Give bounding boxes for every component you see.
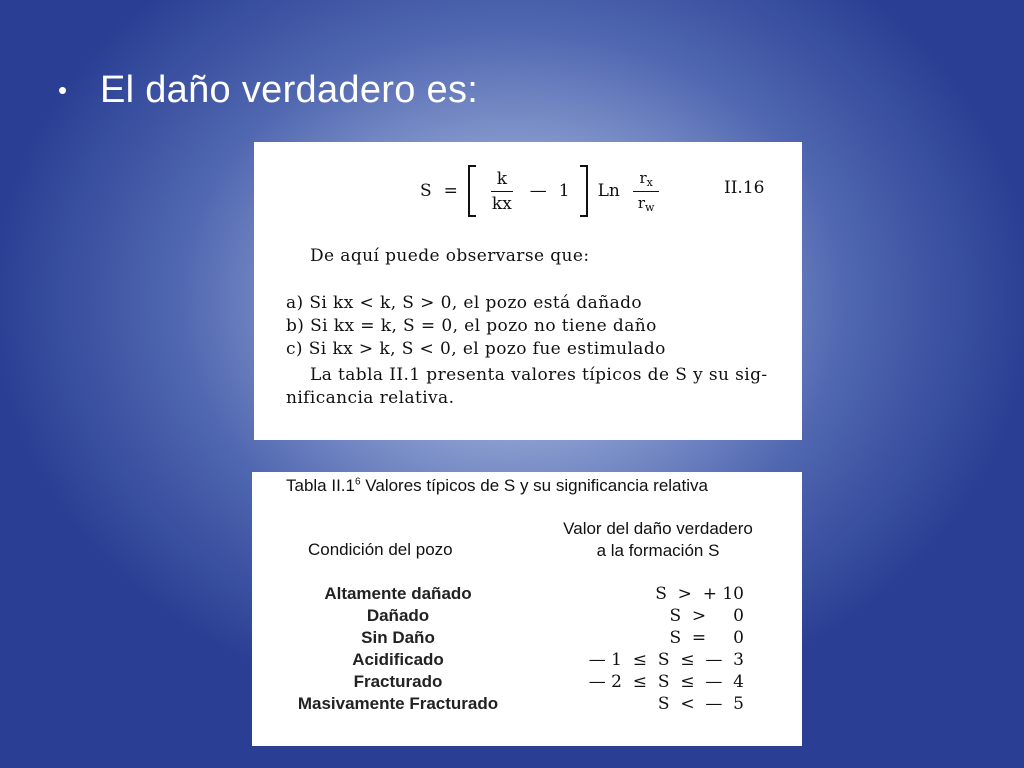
left-bracket xyxy=(468,165,476,217)
damage-values-table xyxy=(252,472,802,746)
row-value: — 1 ≤ S ≤ — 3 xyxy=(588,650,744,670)
row-condition: Acidificado xyxy=(352,650,444,669)
row-condition: Fracturado xyxy=(353,672,443,691)
table-row xyxy=(252,606,802,628)
fraction-denominator: kx xyxy=(491,193,512,214)
radius-denominator-base: r xyxy=(637,193,646,212)
formula-panel xyxy=(254,142,802,440)
damage-formula xyxy=(414,160,666,222)
table-caption xyxy=(286,476,708,496)
intro-text: De aquí puede observarse que: xyxy=(310,246,590,266)
conditions-list xyxy=(286,292,666,361)
radius-numerator xyxy=(633,169,658,192)
equation-number: II.16 xyxy=(724,178,765,198)
condition-c: c) Si kx > k, S < 0, el pozo fue estimulado xyxy=(286,339,666,359)
row-condition: Sin Daño xyxy=(361,628,435,647)
radius-denominator-sub: w xyxy=(645,200,655,214)
slide-title: El daño verdadero es: xyxy=(100,68,479,111)
header-condition: Condición del pozo xyxy=(308,540,453,559)
condition-b: b) Si kx = k, S = 0, el pozo no tiene daño xyxy=(286,316,657,336)
table-row xyxy=(252,584,802,606)
row-value: — 2 ≤ S ≤ — 4 xyxy=(588,672,744,692)
table-row xyxy=(252,672,802,694)
formula-equals: = xyxy=(443,181,458,201)
caption-prefix: Tabla II.1 xyxy=(286,476,355,495)
title-bullet-row xyxy=(58,66,478,114)
row-value: S < — 5 xyxy=(657,694,744,714)
table-row xyxy=(252,628,802,650)
condition-a: a) Si kx < k, S > 0, el pozo está dañado xyxy=(286,293,643,313)
header-value-line1: Valor del daño verdadero xyxy=(563,519,753,538)
formula-one: 1 xyxy=(558,181,570,201)
table-note-line1: La tabla II.1 presenta valores típicos de S y su sig- xyxy=(310,365,768,385)
row-value: S = 0 xyxy=(669,628,744,648)
row-condition: Masivamente Fracturado xyxy=(297,694,499,713)
radius-numerator-sub: x xyxy=(646,175,653,189)
caption-reference: 6 xyxy=(355,476,361,488)
row-condition: Dañado xyxy=(366,606,430,625)
radius-numerator-base: r xyxy=(639,168,647,187)
formula-ln: Ln xyxy=(597,181,620,201)
row-value: S > + 10 xyxy=(655,584,744,604)
permeability-fraction xyxy=(486,169,518,214)
radius-fraction xyxy=(632,169,661,214)
table-note xyxy=(286,364,768,410)
header-value xyxy=(528,518,788,562)
table-row xyxy=(252,650,802,672)
caption-text: Valores típicos de S y su significancia relativa xyxy=(360,476,708,495)
table-note-line2: nificancia relativa. xyxy=(286,388,455,408)
header-value-line2: a la formación S xyxy=(596,541,720,560)
table-body xyxy=(252,584,802,716)
formula-lhs: S xyxy=(420,181,432,201)
fraction-numerator: k xyxy=(491,169,513,192)
formula-minus: — xyxy=(529,181,547,201)
right-bracket xyxy=(580,165,588,217)
bullet-point: • xyxy=(58,74,68,105)
table-row xyxy=(252,694,802,716)
row-value: S > 0 xyxy=(669,606,744,626)
radius-denominator xyxy=(632,192,661,214)
row-condition: Altamente dañado xyxy=(324,584,472,603)
